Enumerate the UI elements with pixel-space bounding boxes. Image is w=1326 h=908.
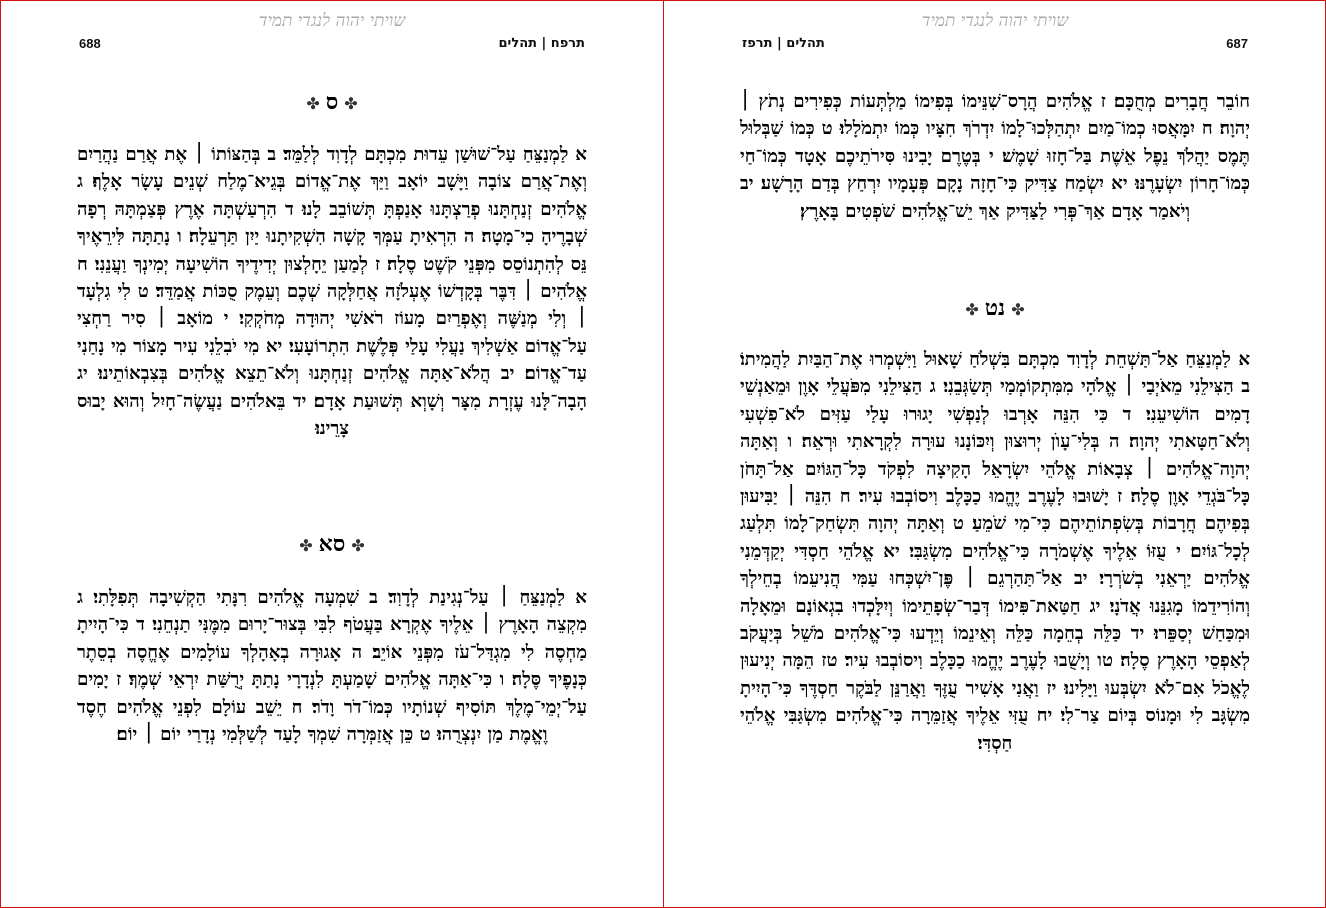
ornament-icon: ✤ [344, 93, 358, 113]
chapter-heading [1, 531, 663, 557]
ornament-icon: ✤ [1011, 299, 1025, 319]
chapter-text: א לַמְנַצֵּחַ אַל־תַּשְׁחֵת לְדָוִד מִכְתָּם בִּשְׁלֹחַ שָׁאוּל וַיִּשְׁמְרוּ אֶת־הַבַּיִת לַהֲמִיתוֹ׃ ב הַצִּילֵנִי מֵאֹיְבַי ׀ אֱלֹהָי מִמִּתְקוֹמְמַי תְּשַׂגְּבֵנִי׃ ג הַצִּילֵנִי מִפֹּעֲלֵי אָוֶן וּמֵאַנְשֵׁי דָמִים הוֹשִׁיעֵנִי׃ ד כִּי הִנֵּה אָרְבוּ לְנַפְשִׁי יָגוּרוּ עָלַי עַזִּים לֹא־פִשְׁעִי וְלֹא־חַטָּאתִי יְהוָה׃ ה בְּלִי־עָוֺן יְרוּצוּן וְיִכּוֹנָנוּ עוּרָה לִקְרָאתִי וּרְאֵה׃ ו וְאַתָּה יְהוָה־אֱלֹהִים ׀ צְבָאוֹת אֱלֹהֵי יִשְׂרָאֵל הָקִיצָה לִפְקֹד כָּל־הַגּוֹיִם אַל־תָּחֹן כָּל־בֹּגְדֵי אָוֶן סֶלָה׃ ז יָשׁוּבוּ לָעֶרֶב יֶהֱמוּ כַכָּלֶב וִיסוֹבְבוּ עִיר׃ ח הִנֵּה ׀ יַבִּיעוּן בְּפִיהֶם חֲרָבוֹת בְּשִׂפְתוֹתֵיהֶם כִּי־מִי שֹׁמֵעַ׃ ט וְאַתָּה יְהוָה תִּשְׂחַק־לָמוֹ תִּלְעַג לְכָל־גּוֹיִם׃ י עֻזּוֹ אֵלֶיךָ אֶשְׁמֹרָה כִּי־אֱלֹהִים מִשְׂגַּבִּי׃ יא אֱלֹהֵי חַסְדִּי יְקַדְּמֵנִי אֱלֹהִים יַרְאֵנִי בְשֹׁרְרָי׃ יב אַל־תַּהַרְגֵם ׀ פֶּן־יִשְׁכְּחוּ עַמִּי הֲנִיעֵמוֹ בְחֵילְךָ וְהוֹרִידֵמוֹ מָגִנֵּנוּ אֲדֹנָי׃ יג חַטַּאת־פִּימוֹ דְּבַר־שְׂפָתֵימוֹ וְיִלָּכְדוּ בִגְאוֹנָם וּמֵאָלָה וּמִכַּחַשׁ יְסַפֵּרוּ׃ יד כַּלֵּה בְחֵמָה כַּלֵּה וְאֵינֵמוֹ וְיֵדְעוּ כִּי־אֱלֹהִים מֹשֵׁל בְּיַעֲקֹב לְאַפְסֵי הָאָרֶץ סֶלָה׃ טו וְיָשֻׁבוּ לָעֶרֶב יֶהֱמוּ כַכָּלֶב וִיסוֹבְבוּ עִיר׃ טז הֵמָּה יְנִיעוּן לֶאֱכֹל אִם־לֹא יִשְׂבְּעוּ וַיָּלִינוּ׃ יז וַאֲנִי אָשִׁיר עֻזֶּךָ וַאֲרַנֵּן לַבֹּקֶר חַסְדֶּךָ כִּי־הָיִיתָ מִשְׂגָּב לִי וּמָנוֹס בְּיוֹם צַר־לִי׃ יח עֻזִּי אֵלֶיךָ אֲזַמֵּרָה כִּי־אֱלֹהִים מִשְׂגַּבִּי אֱלֹהֵי חַסְדִּי׃ [740, 349, 1250, 754]
running-head: שויתי יהוה לנגדי תמיד [258, 11, 406, 31]
ornament-icon: ✤ [351, 535, 365, 555]
chapter-heading [1, 89, 663, 115]
left-page [1, 1, 663, 907]
chapter-number: נט [984, 295, 1006, 321]
right-page [664, 1, 1326, 907]
continuation-text: חוֹבֵר חֲבָרִים מְחֻכָּם׃ ז אֱלֹהִים הֲרָס־שִׁנֵּימוֹ בְּפִימוֹ מַלְתְּעוֹת כְּפִירִים נְתֹץ ׀ יְהוָה׃ ח יִמָּאֲסוּ כְמוֹ־מַיִם יִתְהַלְּכוּ־לָמוֹ יִדְרֹךְ חִצָּיו כְּמוֹ יִתְמֹלָלוּ׃ ט כְּמוֹ שַׁבְּלוּל תֶּמֶס יַהֲלֹךְ נֵפֶל אֵשֶׁת בַּל־חָזוּ שָׁמֶשׁ׃ י בְּטֶרֶם יָבִינוּ סִּירֹתֵיכֶם אָטָד כְּמוֹ־חַי כְּמוֹ־חָרוֹן יִשְׂעָרֶנּוּ׃ יא יִשְׂמַח צַדִּיק כִּי־חָזָה נָקָם פְּעָמָיו יִרְחַץ בְּדַם הָרָשָׁע׃ יב וְיֹאמַר אָדָם אַךְ־פְּרִי לַצַּדִּיק אַךְ יֵשׁ־אֱלֹהִים שֹׁפְטִים בָּאָרֶץ׃ [740, 91, 1250, 222]
page-number: 688 [79, 36, 101, 51]
page-title: תהלים | תרפז [742, 36, 825, 51]
chapter-text: א לַמְנַצֵּחַ עַל־שׁוּשַׁן עֵדוּת מִכְתָּם לְדָוִד לְלַמֵּד׃ ב בְּהַצּוֹתוֹ ׀ אֶת אֲרַם נַהֲרַיִם וְאֶת־אֲרַם צוֹבָה וַיָּשָׁב יוֹאָב וַיַּךְ אֶת־אֱדוֹם בְּגֵיא־מֶלַח שְׁנֵים עָשָׂר אָלֶף׃ ג אֱלֹהִים זְנַחְתָּנוּ פְרַצְתָּנוּ אָנַפְתָּ תְּשׁוֹבֵב לָנוּ׃ ד הִרְעַשְׁתָּה אֶרֶץ פְּצַמְתָּהּ רְפָה שְׁבָרֶיהָ כִי־מָטָה׃ ה הִרְאִיתָ עַמְּךָ קָשָׁה הִשְׁקִיתָנוּ יַיִן תַּרְעֵלָה׃ ו נָתַתָּה לִּירֵאֶיךָ נֵּס לְהִתְנוֹסֵס מִפְּנֵי קֹשֶׁט סֶלָה׃ ז לְמַעַן יֵחָלְצוּן יְדִידֶיךָ הוֹשִׁיעָה יְמִינְךָ וַעֲנֵנִי׃ ח אֱלֹהִים ׀ דִּבֶּר בְּקָדְשׁוֹ אֶעְלֹזָה אֲחַלְּקָה שְׁכֶם וְעֵמֶק סֻכּוֹת אֲמַדֵּד׃ ט לִי גִלְעָד ׀ וְלִי מְנַשֶּׁה וְאֶפְרַיִם מָעוֹז רֹאשִׁי יְהוּדָה מְחֹקְקִי׃ י מוֹאָב ׀ סִיר רַחְצִי עַל־אֱדוֹם אַשְׁלִיךְ נַעֲלִי עָלַי פְּלֶשֶׁת הִתְרוֹעָעִי׃ יא מִי יֹבִלֵנִי עִיר מָצוֹר מִי נָחַנִי עַד־אֱדוֹם׃ יב הֲלֹא־אַתָּה אֱלֹהִים זְנַחְתָּנוּ וְלֹא־תֵצֵא אֱלֹהִים בְּצִבְאוֹתֵינוּ׃ יג הָבָה־לָּנוּ עֶזְרָת מִצָּר וְשָׁוְא תְּשׁוּעַת אָדָם׃ יד בֵּאלֹהִים נַעֲשֶׂה־חָיִל וְהוּא יָבוּס צָרֵינוּ׃ [77, 144, 587, 440]
page-header [742, 36, 1248, 56]
chapter-heading [664, 295, 1326, 321]
chapter-number: ס [325, 89, 339, 115]
running-head: שויתי יהוה לנגדי תמיד [921, 11, 1069, 31]
page-header [79, 36, 585, 56]
ornament-icon: ✤ [965, 299, 979, 319]
ornament-icon: ✤ [299, 535, 313, 555]
page-title: תרפח | תהלים [498, 36, 585, 51]
page-number: 687 [1226, 36, 1248, 51]
chapter-number: סא [318, 531, 346, 557]
ornament-icon: ✤ [306, 93, 320, 113]
chapter-text: א לַמְנַצֵּחַ ׀ עַל־נְגִינַת לְדָוִד׃ ב שִׁמְעָה אֱלֹהִים רִנָּתִי הַקְשִׁיבָה תְּפִלָּתִי׃ ג מִקְצֵה הָאָרֶץ ׀ אֵלֶיךָ אֶקְרָא בַּעֲטֹף לִבִּי בְּצוּר־יָרוּם מִמֶּנִּי תַנְחֵנִי׃ ד כִּי־הָיִיתָ מַחְסֶה לִי מִגְדַּל־עֹז מִפְּנֵי אוֹיֵב׃ ה אָגוּרָה בְאָהָלְךָ עוֹלָמִים אֶחֱסֶה בְסֵתֶר כְּנָפֶיךָ סֶּלָה׃ ו כִּי־אַתָּה אֱלֹהִים שָׁמַעְתָּ לִנְדָרָי נָתַתָּ יְרֻשַּׁת יִרְאֵי שְׁמֶךָ׃ ז יָמִים עַל־יְמֵי־מֶלֶךְ תּוֹסִיף שְׁנוֹתָיו כְּמוֹ־דֹר וָדֹר׃ ח יֵשֵׁב עוֹלָם לִפְנֵי אֱלֹהִים חֶסֶד וֶאֱמֶת מַן יִנְצְרֻהוּ׃ ט כֵּן אֲזַמְּרָה שִׁמְךָ לָעַד לְשַׁלְּמִי נְדָרַי יוֹם ׀ יוֹם׃ [77, 587, 587, 746]
